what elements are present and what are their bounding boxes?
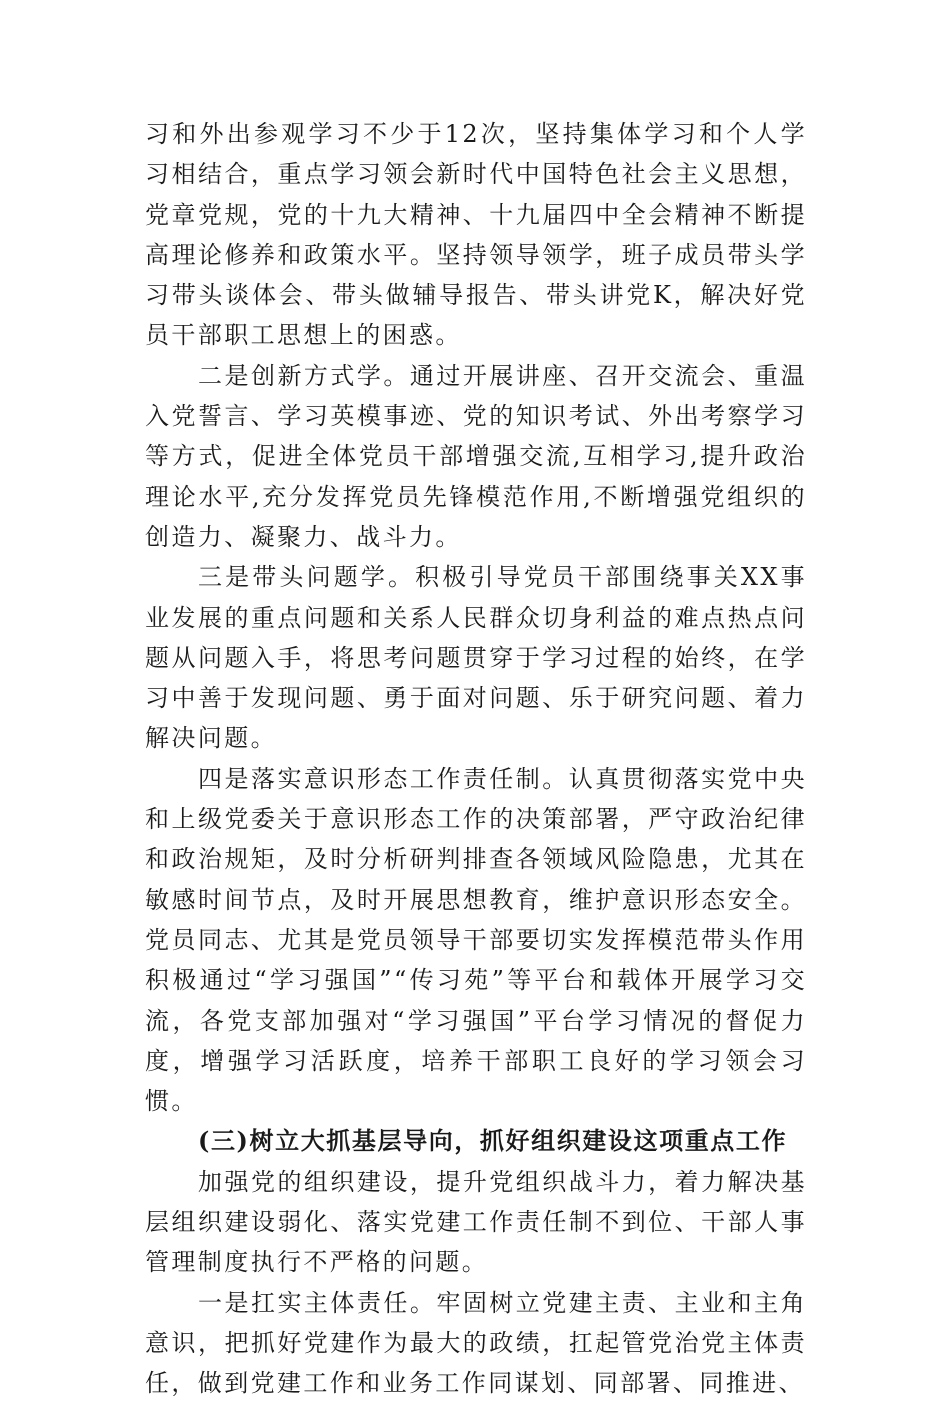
section-heading: (三)树立大抓基层导向，抓好组织建设这项重点工作	[198, 1126, 788, 1156]
paragraph-2: 二是创新方式学。通过开展讲座、召开交流会、重温入党誓言、学习英模事迹、党的知识考试、外出考察学习等方式，促进全体党员干部增强交流,互相学习,提升政治理论水平,充分发挥党员先锋模范作用,不断增强党组织的创造力、凝聚力、战斗力。	[145, 361, 807, 551]
paragraph-1: 习和外出参观学习不少于12次，坚持集体学习和个人学习相结合，重点学习领会新时代中国特色社会主义思想，党章党规，党的十九大精神、十九届四中全会精神不断提高理论修养和政策水平。坚持领导领学，班子成员带头学习带头谈体会、带头做辅导报告、带头讲党K，解决好党员干部职工思想上的困惑。	[145, 120, 807, 350]
paragraph-5: 加强党的组织建设，提升党组织战斗力，着力解决基层组织建设弱化、落实党建工作责任制不到位、干部人事管理制度执行不严格的问题。	[145, 1167, 807, 1277]
document-body	[145, 114, 807, 1404]
paragraph-3: 三是带头问题学。积极引导党员干部围绕事关XX事业发展的重点问题和关系人民群众切身利益的难点热点问题从问题入手，将思考问题贯穿于学习过程的始终，在学习中善于发现问题、勇于面对问题、乐于研究问题、着力解决问题。	[145, 563, 807, 753]
paragraph-6: 一是扛实主体责任。牢固树立党建主责、主业和主角意识，把抓好党建作为最大的政绩，扛起管党治党主体责任，做到党建工作和业务工作同谋划、同部署、同推进、	[145, 1288, 807, 1398]
paragraph-4: 四是落实意识形态工作责任制。认真贯彻落实党中央和上级党委关于意识形态工作的决策部署，严守政治纪律和政治规矩，及时分析研判排查各领域风险隐患，尤其在敏感时间节点，及时开展思想教育，维护意识形态安全。党员同志、尤其是党员领导干部要切实发挥模范带头作用积极通过“学习强国”“传习苑”等平台和载体开展学习交流，各党支部加强对“学习强国”平台学习情况的督促力度，增强学习活跃度，培养干部职工良好的学习领会习惯。	[145, 764, 807, 1116]
